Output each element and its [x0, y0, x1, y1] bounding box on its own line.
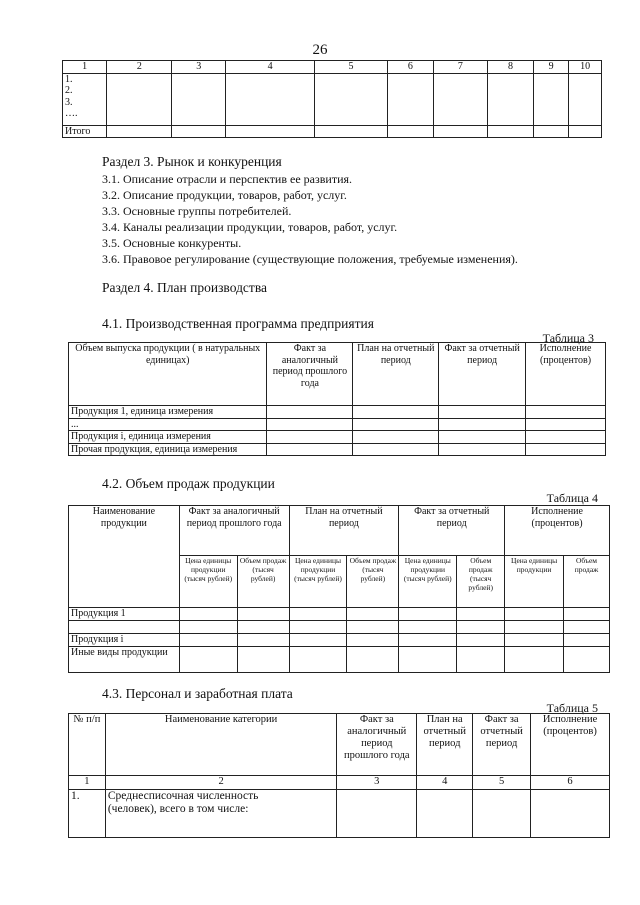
table-header-row — [69, 714, 610, 776]
top-table-header: 5 — [315, 61, 387, 74]
row-label: …. — [65, 108, 78, 119]
sub-header-volume: Объем продаж — [564, 556, 610, 608]
page-number: 26 — [312, 42, 328, 58]
table-number-row — [69, 776, 610, 790]
row-label — [69, 621, 180, 634]
table-row — [63, 73, 602, 125]
sub-header-price: Цена единицы продукции (тысяч рублей) — [289, 556, 347, 608]
section3-item: 3.1. Описание отрасли и перспектив ее развития. — [102, 172, 353, 186]
table-row — [69, 418, 606, 431]
top-table-header-row — [63, 61, 602, 74]
sub-header-price: Цена единицы продукции (тысяч рублей) — [179, 556, 237, 608]
row-label: Прочая продукция, единица измерения — [69, 443, 267, 456]
top-table — [62, 60, 602, 138]
sub-header-price: Цена единицы продукции (тысяч рублей) — [399, 556, 457, 608]
table3-caption: Таблица 3 — [542, 331, 594, 345]
col-header: Факт за аналогичный период прошлого года — [337, 714, 417, 776]
table-row — [69, 443, 606, 456]
col-header: План на отчетный период — [417, 714, 473, 776]
col-number: 4 — [417, 776, 473, 790]
table-header-row — [69, 506, 610, 556]
table-header-row — [69, 343, 606, 406]
table5-caption: Таблица 5 — [546, 701, 598, 715]
table-row — [69, 790, 610, 838]
top-table-header: 4 — [226, 61, 315, 74]
table-row — [69, 608, 610, 621]
sub-header-volume: Объем продаж (тысяч рублей) — [347, 556, 399, 608]
top-table-header: 8 — [487, 61, 534, 74]
col-header: Факт за аналогичный период прошлого года — [267, 343, 353, 406]
row-label: Среднесписочная численность (человек), всего в том числе: — [105, 790, 337, 838]
table-row — [63, 125, 602, 138]
table-row — [69, 406, 606, 419]
sub41-title: 4.1. Производственная программа предприятия — [102, 316, 374, 331]
sub42-title: 4.2. Объем продаж продукции — [102, 476, 275, 491]
section3-item: 3.2. Описание продукции, товаров, работ, услуг. — [102, 188, 347, 202]
table-row — [69, 647, 610, 673]
col-header: Объем выпуска продукции ( в натуральных единицах) — [69, 343, 267, 406]
group-header: Факт за отчетный период — [399, 506, 505, 556]
table-row — [69, 634, 610, 647]
section3-title: Раздел 3. Рынок и конкуренция — [102, 154, 282, 169]
sub-header-price: Цена единицы продукции — [505, 556, 564, 608]
top-table-header: 2 — [107, 61, 172, 74]
section3-item: 3.5. Основные конкуренты. — [102, 236, 242, 250]
col-number: 3 — [337, 776, 417, 790]
row-label: 1. — [65, 73, 73, 85]
table4-caption: Таблица 4 — [546, 491, 598, 505]
row-label: Продукция 1 — [69, 608, 180, 621]
col-header: План на отчетный период — [353, 343, 439, 406]
name-header: Наименование продукции — [69, 506, 180, 608]
group-header: План на отчетный период — [289, 506, 399, 556]
total-label: Итого — [63, 125, 107, 138]
sub-header-volume: Объем продаж (тысяч рублей) — [237, 556, 289, 608]
col-header: № п/п — [69, 714, 106, 776]
sub-header-volume: Объем продаж (тысяч рублей) — [457, 556, 505, 608]
personnel-table — [68, 713, 610, 838]
table-row — [69, 431, 606, 444]
row-number: 1. — [69, 790, 106, 838]
col-header: Наименование категории — [105, 714, 337, 776]
row-label: 2. — [65, 85, 73, 96]
top-table-header: 1 — [63, 61, 107, 74]
row-label: Продукция i, единица измерения — [69, 431, 267, 444]
row-label: 3. — [65, 96, 73, 108]
table-row — [69, 621, 610, 634]
col-header: Факт за отчетный период — [439, 343, 526, 406]
section3-item: 3.4. Каналы реализации продукции, товаров, работ, услуг. — [102, 220, 398, 234]
col-number: 6 — [531, 776, 610, 790]
row-label: ... — [69, 418, 267, 431]
sub43-title: 4.3. Персонал и заработная плата — [102, 686, 293, 701]
section3-item: 3.6. Правовое регулирование (существующие положения, требуемые изменения). — [102, 252, 518, 266]
top-table-header: 10 — [569, 61, 602, 74]
col-number: 1 — [69, 776, 106, 790]
col-header: Исполнение (процентов) — [526, 343, 606, 406]
top-table-header: 6 — [387, 61, 434, 74]
top-table-row-labels — [63, 73, 107, 125]
section3-item: 3.3. Основные группы потребителей. — [102, 204, 292, 218]
col-header: Факт за отчетный период — [473, 714, 531, 776]
top-table-header: 7 — [434, 61, 488, 74]
col-number: 5 — [473, 776, 531, 790]
group-header: Исполнение (процентов) — [505, 506, 610, 556]
top-table-header: 9 — [534, 61, 569, 74]
sales-table — [68, 505, 610, 673]
col-number: 2 — [105, 776, 337, 790]
row-label: Иные виды продукции — [69, 647, 180, 673]
production-table — [68, 342, 606, 456]
row-label: Продукция 1, единица измерения — [69, 406, 267, 419]
col-header: Исполнение (процентов) — [531, 714, 610, 776]
group-header: Факт за аналогичный период прошлого года — [179, 506, 289, 556]
row-label: Продукция i — [69, 634, 180, 647]
top-table-header: 3 — [172, 61, 226, 74]
section4-title: Раздел 4. План производства — [102, 280, 268, 295]
